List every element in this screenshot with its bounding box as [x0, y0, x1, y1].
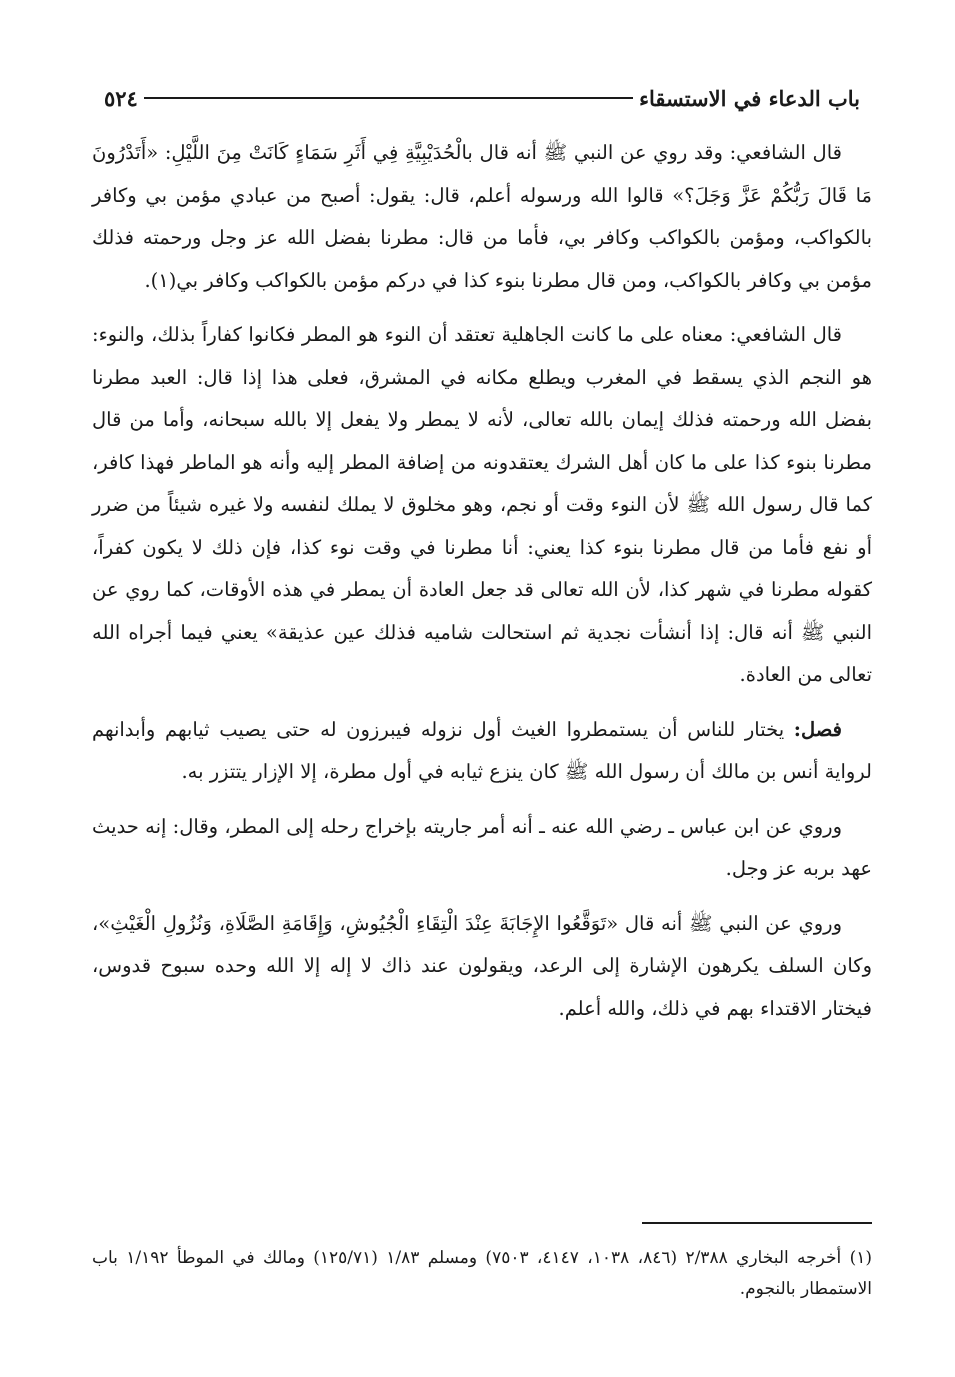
paragraph: [92, 903, 872, 1031]
running-header: [92, 78, 872, 118]
paragraph-text: قال الشافعي: معناه على ما كانت الجاهلية تعتقد أن النوء هو المطر فكانوا كفاراً بذلك، والنوء: هو النجم الذي يسقط في المغرب ويطلع مكانه في المشرق، فعلى هذا إذا قال: العبد مطرنا بفضل الله ورحمته فذلك إيمان بالله تعالى، لأنه لا يمطر ولا يفعل إلا بالله سبحانه، وأما من قال مطرنا بنوء كذا على ما كان أهل الشرك يعتقدونه من إضافة المطر إليه وأنه هو الماطر فهذا كافر، كما قال رسول الله ﷺ لأن النوء وقت أو نجم، وهو مخلوق لا يملك لنفسه ولا غيره شيئاً من ضرر أو نفع فأما من قال مطرنا بنوء كذا يعني: أنا مطرنا في وقت نوء كذا، فإن ذلك لا يكون كفراً، كقوله مطرنا في شهر كذا، لأن الله تعالى قد جعل العادة أن يمطر في هذه الأوقات، كما روي عن النبي ﷺ أنه قال: إذا أنشأت نجدية ثم استحالت شاميه فذلك عين عذيقة» يعني فيما أجراه الله تعالى من العادة.: [92, 323, 872, 686]
paragraph-text: وروي عن ابن عباس ـ رضي الله عنه ـ أنه أمر جاريته بإخراج رحله إلى المطر، وقال: إنه حديث عهد بربه عز وجل.: [92, 814, 872, 880]
main-text: [92, 132, 872, 1030]
chapter-title: باب الدعاء في الاستسقاء: [639, 85, 860, 111]
footnote: (١) أخرجه البخاري ٢/٣٨٨ (٨٤٦، ١٠٣٨، ٤١٤٧، ٧٥٠٣) ومسلم ١/٨٣ (١٢٥/٧١) ومالك في الموطأ ١/١٩٢ باب الاستمطار بالنجوم.: [92, 1248, 873, 1299]
paragraph-text: يختار للناس أن يستمطروا الغيث أول نزوله فيبرزون له حتى يصيب ثيابهم وأبدانهم لرواية أنس بن مالك أن رسول الله ﷺ كان ينزع ثيابه في أول مطرة، إلا الإزار يتتزر به.: [92, 717, 872, 783]
section-label: فصل:: [793, 717, 842, 741]
header-rule: [144, 97, 633, 99]
document-page: [92, 78, 872, 1318]
paragraph-text: قال الشافعي: وقد روي عن النبي ﷺ أنه قال بالْحُدَيْبِيَّةِ فِي أَثَرِ سَمَاءٍ كَانَتْ مِنَ اللَّيْلِ: «أَتَدْرُونَ مَا قَالَ رَبُّكُمْ عَزَّ وَجَلَ؟» قالوا الله ورسوله أعلم، قال: يقول: أصبح من عبادي مؤمن بي وكافر بالكواكب، ومؤمن بالكواكب وكافر بي، فأما من قال: مطرنا بفضل الله عز وجل ورحمته فذلك مؤمن بي وكافر بالكواكب، ومن قال مطرنا بنوء كذا في دركم مؤمن بالكواكب وكافر بي(١).: [92, 141, 872, 292]
paragraph: [92, 314, 872, 697]
footnote-rule: [642, 1222, 872, 1224]
paragraph: [92, 709, 872, 794]
page-number: ٥٢٤: [104, 85, 138, 111]
paragraph: [92, 132, 872, 302]
paragraph: [92, 806, 872, 891]
paragraph-text: وروي عن النبي ﷺ أنه قال «تَوَقَّعُوا الإِجَابَةَ عِنْدَ الْتِقَاءِ الْجُيُوشِ، وَإِقَامَةِ الصَّلَاةِ، وَنُزُولِ الْغَيْثِ»، وكان السلف يكرهون الإشارة إلى الرعد، ويقولون عند ذاك لا إله إلا الله وحده سبوح قدوس، فيختار الاقتداء بهم في ذلك، والله أعلم.: [92, 911, 872, 1020]
footnotes: [92, 1243, 872, 1305]
